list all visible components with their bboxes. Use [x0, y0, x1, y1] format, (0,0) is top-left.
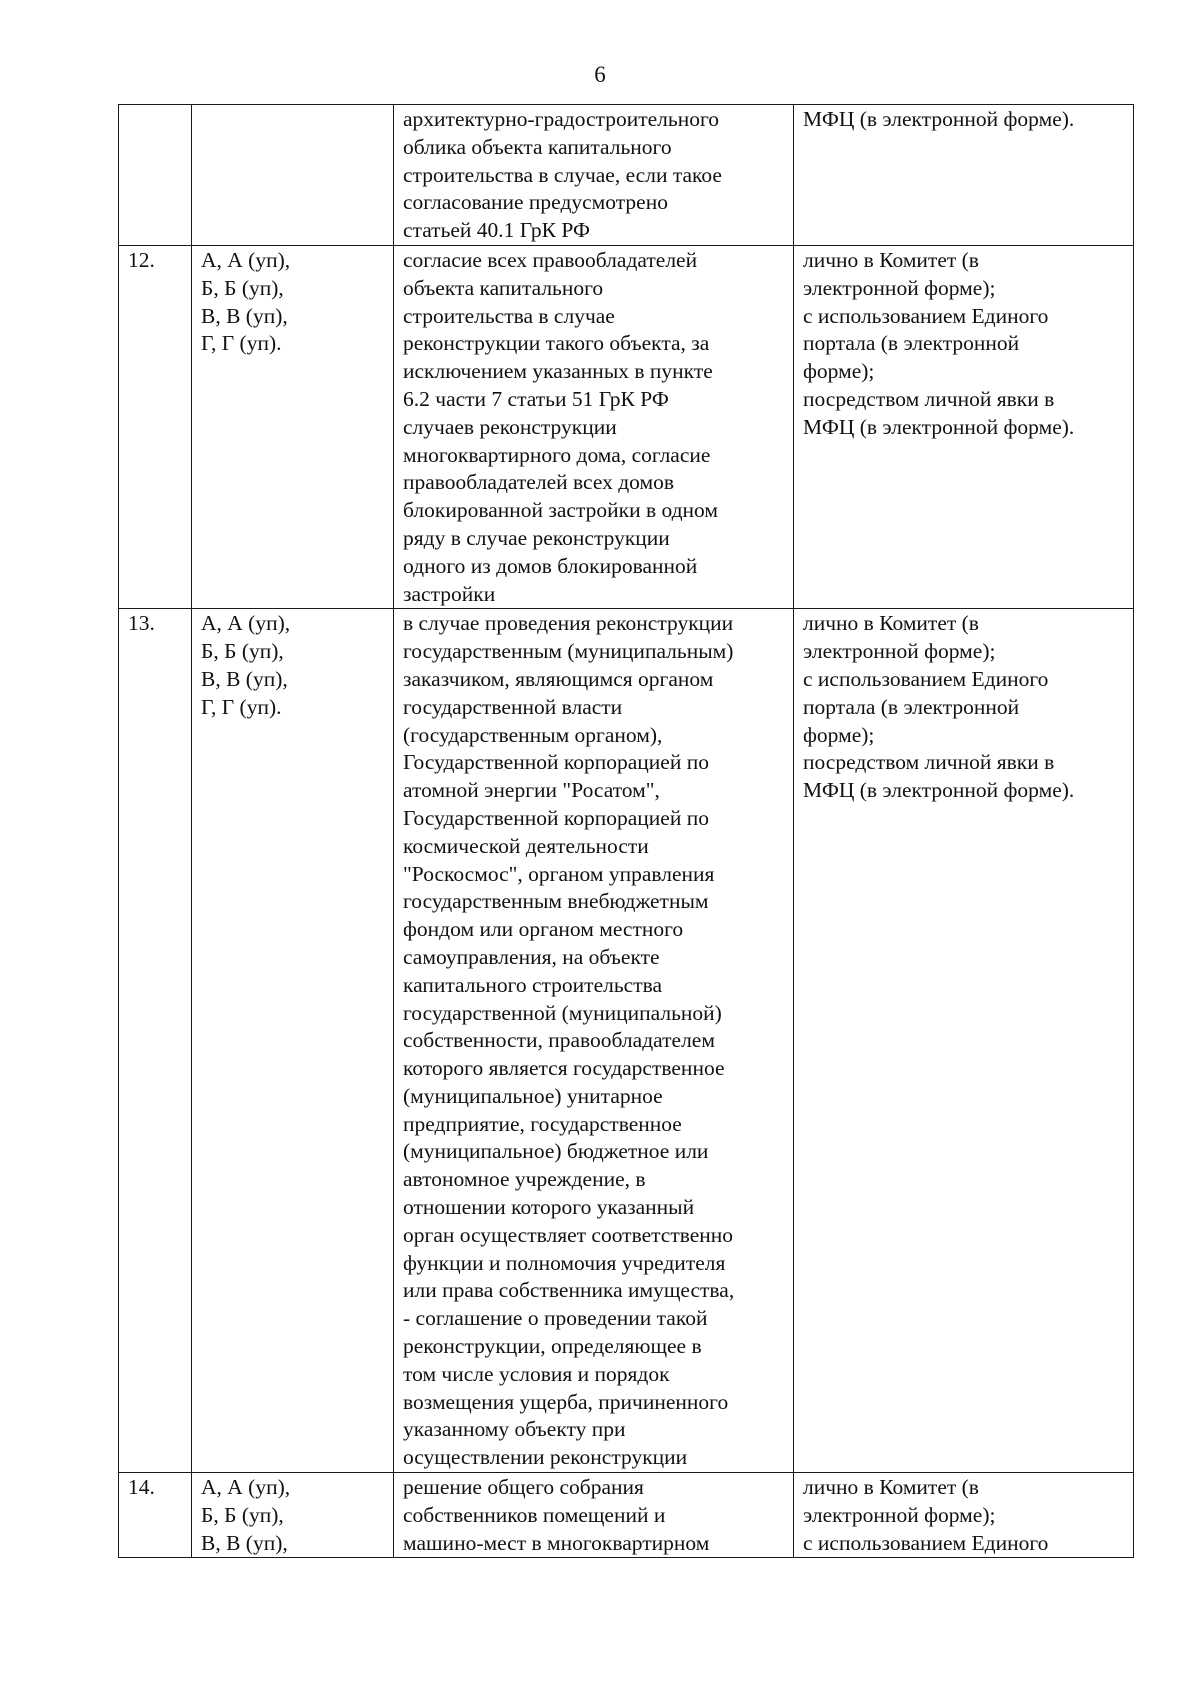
- submission-method: [794, 1473, 1134, 1558]
- applicant-categories-line: А, А (уп),: [201, 247, 291, 272]
- documents-table-body: [119, 105, 1134, 1558]
- document-description-line: указанному объекту при: [403, 1417, 626, 1442]
- document-description-line: (государственным органом),: [403, 722, 663, 747]
- document-description-line: блокированной застройки в одном: [403, 498, 719, 523]
- applicant-categories-line: Б, Б (уп),: [201, 639, 284, 664]
- document-description-line: осуществлении реконструкции: [403, 1445, 688, 1470]
- row-number: [119, 105, 192, 246]
- submission-method-line: МФЦ (в электронной форме).: [803, 107, 1075, 131]
- submission-method-line: электронной форме);: [803, 1502, 996, 1527]
- document-description-line: - соглашение о проведении такой: [403, 1306, 708, 1331]
- document-description-line: случаев реконструкции: [403, 414, 617, 439]
- document-description-line: в случае проведения реконструкции: [403, 611, 734, 636]
- row-number: [119, 609, 192, 1473]
- document-description-line: застройки: [403, 581, 496, 606]
- table-row: [119, 609, 1134, 1473]
- submission-method-line: форме);: [803, 359, 875, 384]
- table-row: [119, 105, 1134, 246]
- document-description-line: (муниципальное) унитарное: [403, 1083, 663, 1108]
- document-description-line: капитального строительства: [403, 972, 663, 997]
- document-description-line: согласие всех правообладателей: [403, 247, 698, 272]
- applicant-categories-line: А, А (уп),: [201, 1475, 291, 1500]
- document-description-line: отношении которого указанный: [403, 1195, 695, 1220]
- document-description-line: согласование предусмотрено: [403, 190, 668, 215]
- submission-method: [794, 245, 1134, 608]
- row-number: [119, 245, 192, 608]
- document-description-line: Государственной корпорацией по: [403, 805, 709, 830]
- document-description-line: космической деятельности: [403, 833, 649, 858]
- document-description: [394, 245, 794, 608]
- applicant-categories: [192, 245, 394, 608]
- document-description-line: "Роскосмос", органом управления: [403, 861, 715, 886]
- document-description-line: или права собственника имущества,: [403, 1278, 735, 1303]
- document-description-line: архитектурно-градостроительного: [403, 107, 719, 131]
- applicant-categories: [192, 609, 394, 1473]
- document-description-line: государственным (муниципальным): [403, 639, 734, 664]
- page-number: 6: [594, 62, 606, 87]
- document-description-line: заказчиком, являющимся органом: [403, 666, 714, 691]
- document-description-line: машино-мест в многоквартирном: [403, 1530, 710, 1555]
- submission-method-line: МФЦ (в электронной форме).: [803, 414, 1075, 439]
- row-number-text: 14.: [128, 1475, 155, 1500]
- submission-method: [794, 105, 1134, 246]
- submission-method-line: портала (в электронной: [803, 331, 1020, 356]
- submission-method-line: портала (в электронной: [803, 694, 1020, 719]
- row-number-text: 12.: [128, 247, 155, 272]
- document-description-line: предприятие, государственное: [403, 1111, 682, 1136]
- document-description-line: строительства в случае, если такое: [403, 162, 722, 187]
- document-description-line: реконструкции такого объекта, за: [403, 331, 710, 356]
- document-description: [394, 609, 794, 1473]
- document-description-line: автономное учреждение, в: [403, 1167, 646, 1192]
- row-number-text: 13.: [128, 611, 155, 636]
- document-description-line: объекта капитального: [403, 275, 604, 300]
- document-description-line: реконструкции, определяющее в: [403, 1334, 702, 1359]
- document-description-line: статьей 40.1 ГрК РФ: [403, 218, 590, 243]
- document-description-line: возмещения ущерба, причиненного: [403, 1389, 729, 1414]
- applicant-categories-line: Г, Г (уп).: [201, 694, 282, 719]
- document-description-line: решение общего собрания: [403, 1475, 644, 1500]
- document-description-line: правообладателей всех домов: [403, 470, 674, 495]
- document-description-line: том числе условия и порядок: [403, 1361, 670, 1386]
- document-description-line: которого является государственное: [403, 1056, 725, 1081]
- applicant-categories-line: А, А (уп),: [201, 611, 291, 636]
- document-description-line: самоуправления, на объекте: [403, 944, 660, 969]
- document-description-line: собственности, правообладателем: [403, 1028, 715, 1053]
- document-description-line: многоквартирного дома, согласие: [403, 442, 711, 467]
- submission-method-line: посредством личной явки в: [803, 386, 1055, 411]
- document-description-line: (муниципальное) бюджетное или: [403, 1139, 709, 1164]
- submission-method-line: лично в Комитет (в: [803, 247, 979, 272]
- submission-method-line: посредством личной явки в: [803, 750, 1055, 775]
- document-description-line: собственников помещений и: [403, 1502, 666, 1527]
- document-description: [394, 105, 794, 246]
- applicant-categories-line: В, В (уп),: [201, 1530, 288, 1555]
- submission-method-line: с использованием Единого: [803, 1530, 1049, 1555]
- document-description-line: государственной (муниципальной): [403, 1000, 722, 1025]
- document-description-line: атомной энергии "Росатом",: [403, 778, 660, 803]
- submission-method-line: форме);: [803, 722, 875, 747]
- document-description-line: строительства в случае: [403, 303, 615, 328]
- documents-table: [118, 104, 1134, 1558]
- applicant-categories: [192, 105, 394, 246]
- document-description: [394, 1473, 794, 1558]
- document-description-line: государственным внебюджетным: [403, 889, 709, 914]
- submission-method-line: с использованием Единого: [803, 666, 1049, 691]
- document-description-line: одного из домов блокированной: [403, 553, 698, 578]
- document-description-line: исключением указанных в пункте: [403, 359, 713, 384]
- document-description-line: Государственной корпорацией по: [403, 750, 709, 775]
- applicant-categories-line: Г, Г (уп).: [201, 331, 282, 356]
- submission-method-line: лично в Комитет (в: [803, 1475, 979, 1500]
- applicant-categories-line: Б, Б (уп),: [201, 1502, 284, 1527]
- submission-method: [794, 609, 1134, 1473]
- document-description-line: функции и полномочия учредителя: [403, 1250, 726, 1275]
- table-row: [119, 1473, 1134, 1558]
- document-description-line: фондом или органом местного: [403, 917, 684, 942]
- applicant-categories-line: В, В (уп),: [201, 666, 288, 691]
- submission-method-line: лично в Комитет (в: [803, 611, 979, 636]
- row-number: [119, 1473, 192, 1558]
- table-row: [119, 245, 1134, 608]
- submission-method-line: электронной форме);: [803, 275, 996, 300]
- submission-method-line: МФЦ (в электронной форме).: [803, 778, 1075, 803]
- applicant-categories-line: Б, Б (уп),: [201, 275, 284, 300]
- applicant-categories: [192, 1473, 394, 1558]
- document-description-line: орган осуществляет соответственно: [403, 1222, 734, 1247]
- submission-method-line: с использованием Единого: [803, 303, 1049, 328]
- document-description-line: облика объекта капитального: [403, 134, 672, 159]
- document-description-line: государственной власти: [403, 694, 623, 719]
- submission-method-line: электронной форме);: [803, 639, 996, 664]
- document-description-line: 6.2 части 7 статьи 51 ГрК РФ: [403, 386, 669, 411]
- document-description-line: ряду в случае реконструкции: [403, 525, 670, 550]
- applicant-categories-line: В, В (уп),: [201, 303, 288, 328]
